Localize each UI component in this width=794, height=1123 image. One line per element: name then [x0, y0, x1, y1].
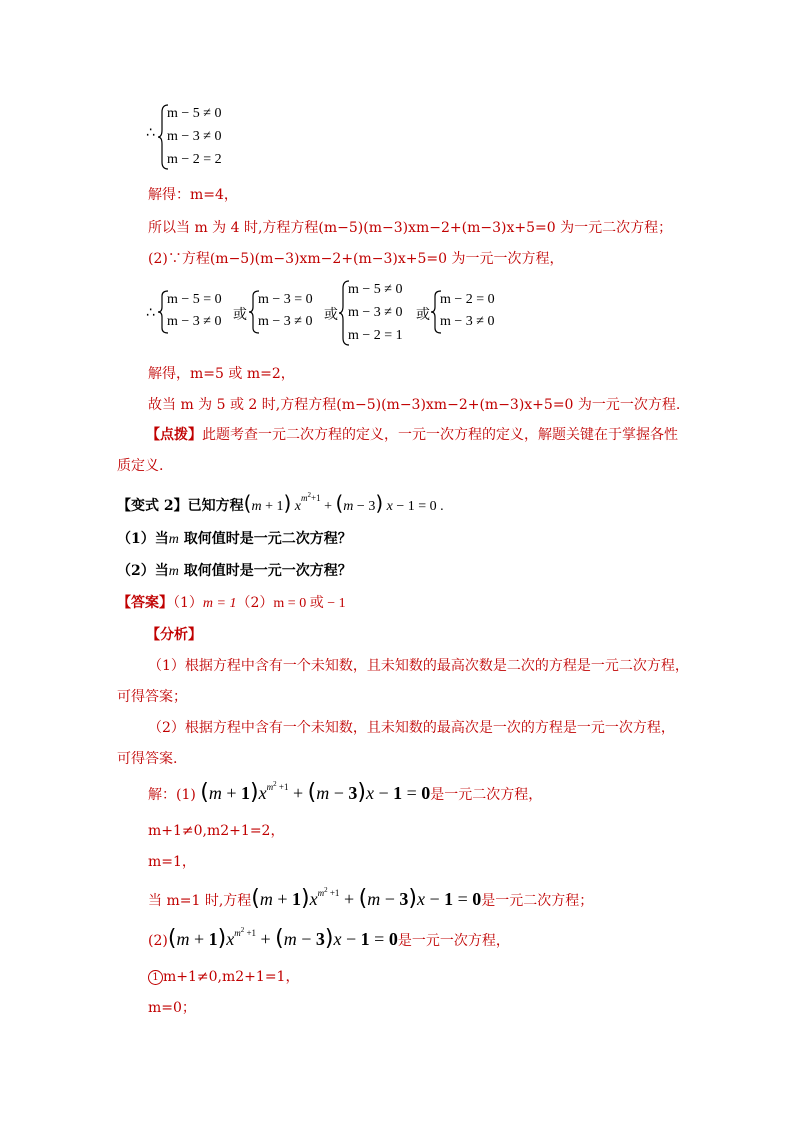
solution-line-4	[148, 886, 594, 911]
variant-equation-end: = 0 .	[418, 499, 444, 514]
solution-line-5	[148, 926, 510, 951]
dianbo-paragraph	[146, 426, 678, 444]
condition-system-b	[248, 290, 322, 334]
solution-when: 当 m=1 时,方程	[148, 893, 252, 909]
m-variable: m	[168, 532, 179, 547]
question-2-text: 取何值时是一元一次方程？	[183, 563, 352, 579]
analysis-line-2b: 可得答案.	[117, 751, 178, 767]
question-1-text: 取何值时是一元二次方程？	[183, 531, 352, 547]
part2-line: (2)∵方程(m−5)(m−3)xm−2+(m−3)x+5=0 为一元一次方程，	[148, 251, 564, 267]
solution-line-2: m+1≠0,m2+1=2，	[148, 823, 285, 839]
solution-suffix: 是一元二次方程，	[430, 787, 543, 803]
condition-system-c	[338, 280, 418, 348]
question-2	[117, 562, 352, 581]
or-word: 或	[416, 307, 430, 323]
condition-row: m − 2 = 0	[440, 292, 495, 307]
solution-prefix: 解：(1)	[148, 787, 196, 803]
circled-number-icon: 1	[148, 970, 163, 985]
dianbo-text-cont: 质定义.	[117, 458, 164, 474]
solution-suffix: 是一元二次方程；	[481, 893, 594, 909]
solution-line-6	[148, 968, 299, 986]
answer-part2-label: （2）	[236, 595, 274, 611]
solution-line-1	[148, 780, 543, 805]
condition-row: m − 2 = 2	[167, 152, 222, 167]
question-1	[117, 530, 352, 549]
solution-equation: $(m + 1)x^{m^2 +1} + (m - 3)x - 1 = 0$	[200, 780, 431, 805]
conclusion-line-2: 故当 m 为 5 或 2 时,方程方程(m−5)(m−3)xm−2+(m−3)x+5=0 为一元一次方程.	[148, 397, 681, 413]
condition-row: m − 3 ≠ 0	[167, 129, 222, 144]
answer-value-1: m = 1	[202, 596, 237, 611]
condition-system-a	[157, 290, 231, 334]
condition-row: m − 5 ≠ 0	[167, 106, 222, 121]
analysis-line-1: （1）根据方程中含有一个未知数，且未知数的最高次数是二次的方程是一元二次方程，	[148, 658, 689, 674]
solve-line-2: 解得，m=5 或 m=2，	[148, 366, 295, 382]
condition-system-d	[430, 290, 510, 334]
solve-line-1: 解得：m=4，	[148, 187, 238, 203]
question-1-prefix: （1）当	[117, 531, 169, 547]
question-2-prefix: （2）当	[117, 563, 169, 579]
or-word: 或	[324, 307, 338, 323]
dianbo-tag: 【点拨】	[146, 427, 202, 443]
condition-row: m − 5 ≠ 0	[348, 282, 403, 297]
answer-part1-label: （1）	[173, 595, 203, 611]
condition-row: m − 5 = 0	[167, 292, 222, 307]
condition-row: m − 3 ≠ 0	[348, 305, 403, 320]
condition-row: m − 3 ≠ 0	[167, 314, 222, 329]
solution-suffix: 是一元一次方程，	[397, 933, 510, 949]
conclusion-line-1: 所以当 m 为 4 时,方程方程(m−5)(m−3)xm−2+(m−3)x+5=0 为一元二次方程；	[148, 220, 673, 236]
solution-equation: $(m + 1)x^{m^2 +1} + (m - 3)x - 1 = 0$	[167, 926, 398, 951]
solution-equation: $(m + 1)x^{m^2 +1} + (m - 3)x - 1 = 0$	[251, 886, 482, 911]
condition-row: m − 2 = 1	[348, 328, 403, 343]
answer-value-2: m = 0 或 − 1	[273, 596, 346, 611]
condition-row: m − 3 = 0	[258, 292, 313, 307]
m-variable: m	[168, 564, 179, 579]
solution-condition: m+1≠0,m2+1=1，	[163, 969, 300, 985]
or-word: 或	[233, 307, 247, 323]
variant-label: 【变式 2】已知方程	[117, 498, 244, 514]
variant-equation: (m + 1) $x^{m^2+1} + (m - 3) x - 1$	[243, 491, 419, 515]
answer-line	[117, 594, 346, 613]
therefore-symbol: ∴	[146, 125, 155, 141]
analysis-line-1b: 可得答案；	[117, 689, 187, 705]
condition-system-1	[157, 104, 247, 172]
therefore-symbol: ∴	[146, 305, 155, 321]
analysis-line-2: （2）根据方程中含有一个未知数，且未知数的最高次是一次的方程是一元一次方程，	[148, 720, 675, 736]
solution-line-3: m=1，	[148, 854, 196, 870]
variant-2-heading	[117, 491, 444, 516]
solution-line-7: m=0；	[148, 1000, 196, 1016]
dianbo-text: 此题考查一元二次方程的定义，一元一次方程的定义，解题关键在于掌握各性	[202, 427, 678, 443]
solution-part2-label: (2)	[148, 933, 168, 949]
condition-row: m − 3 ≠ 0	[440, 314, 495, 329]
answer-tag: 【答案】	[117, 595, 173, 611]
condition-row: m − 3 ≠ 0	[258, 314, 313, 329]
analysis-tag: 【分析】	[146, 627, 202, 643]
